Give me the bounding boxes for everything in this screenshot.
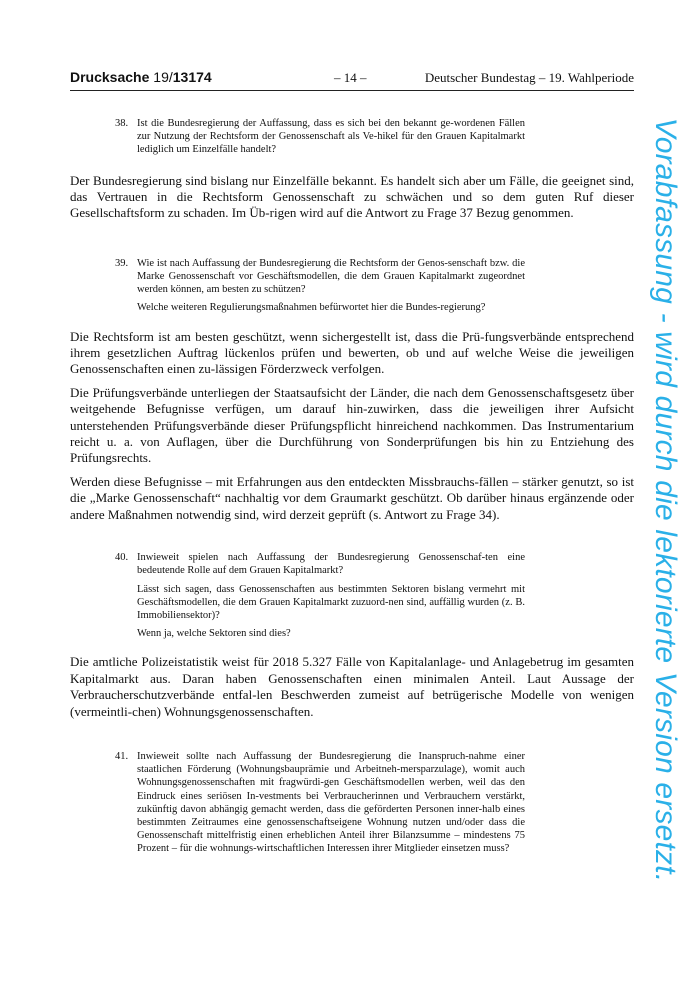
question-text: Wenn ja, welche Sektoren sind dies?: [137, 628, 291, 640]
answer-paragraph: Die Prüfungsverbände unterliegen der Staatsaufsicht der Länder, die nach dem Genossenschaftsgesetz über weitgehende Befugnisse verfügen, um darauf hin-zuwirken, dass die jeweiligen ihrer Aufsicht unterstehenden Prüfungsverbände dieser Prüfungspflicht hinreichend nachkommen. Das Instrumentarium reicht u. a. von Auflagen, über die Durchführung von Sonderprüfungen bis hin zu Entziehung des Prüfungsrechts.: [70, 384, 634, 466]
answer-paragraph: Die Rechtsform ist am besten geschützt, wenn sichergestellt ist, dass die Prü-fungsverbände entsprechend ihrem gesetzlichen Auftrag lückenlos prüfen und bewerten, ob und auf welche Weise die jeweiligen Genossenschaften einen zu-lässigen Förderzweck verfolgen.: [70, 328, 634, 377]
question-text: Welche weiteren Regulierungsmaßnahmen befürwortet hier die Bundes-regierung?: [137, 302, 486, 314]
answer-paragraph: Der Bundesregierung sind bislang nur Einzelfälle bekannt. Es handelt sich aber um Fälle, die geeignet sind, das Vertrauen in die Rechtsform Genossenschaft zu schwächen und so dem guten Ruf dieser Gesellschaftsform zu schaden. Im Üb-rigen wird auf die Antwort zu Frage 37 Bezug genommen.: [70, 172, 634, 221]
question-text: Wie ist nach Auffassung der Bundesregierung die Rechtsform der Genos-senschaft bzw. die Marke Genossenschaft vor Geschäftsmodellen, die dem Grauen Kapitalmarkt zugeordnet werden können, am besten zu schützen?: [137, 257, 525, 296]
question-text: Ist die Bundesregierung der Auffassung, dass es sich bei den bekannt ge-wordenen Fällen zur Nutzung der Rechtsform der Genossenschaft als Ve-hikel für den Grauen Kapitalmarkt lediglich um Einzelfälle handelt?: [137, 118, 525, 156]
page-number: – 14 –: [334, 70, 367, 85]
question-40: [115, 551, 525, 640]
question-number: 38.: [115, 118, 129, 129]
parliament-period: Deutscher Bundestag – 19. Wahlperiode: [424, 70, 634, 85]
document-number: Drucksache 19/13174: [70, 69, 212, 85]
question-41: [115, 750, 525, 856]
question-number: 41.: [115, 750, 129, 762]
question-38: [115, 117, 525, 157]
document-body: [70, 117, 634, 861]
question-number: 39.: [115, 257, 129, 269]
question-number: 40.: [115, 552, 129, 564]
answer-paragraph: Werden diese Befugnisse – mit Erfahrungen aus den entdeckten Missbrauchs-fällen – stärker genutzt, so ist die „Marke Genossenschaft“ nachhaltig vor dem Graumarkt geschützt. Ob darüber hinaus ergänzende oder andere Maßnahmen notwendig sind, wird derzeit geprüft (s. Antwort zu Frage 34).: [70, 473, 634, 522]
page-header: [70, 68, 634, 91]
question-text: Lässt sich sagen, dass Genossenschaften aus bestimmten Sektoren bislang vermehrt mit Geschäftsmodellen, die dem Grauen Kapitalmarkt zuzuord-nen sind, auffällig wurden (z. B. Immobiliensektor)?: [137, 583, 525, 621]
answer-paragraph: Die amtliche Polizeistatistik weist für 2018 5.327 Fälle von Kapitalanlage- und Anlagebetrug im gesamten Kapitalmarkt aus. Daran haben Genossenschaften einen minimalen Anteil. Laut Aussage der Verbraucherschutzverbände entfal-len Beschwerden zumeist auf betrügerische Modelle von wenigen (vermeintli-chen) Wohnungsgenossenschaften.: [70, 654, 634, 719]
draft-watermark: [640, 110, 690, 890]
watermark-text: Vorabfassung - wird durch die lektorierte Version ersetzt.: [649, 117, 682, 883]
question-39: [115, 257, 525, 315]
question-text: Inwieweit spielen nach Auffassung der Bundesregierung Genossenschaf-ten eine bedeutende Rolle auf dem Grauen Kapitalmarkt?: [137, 552, 525, 577]
question-text: Inwieweit sollte nach Auffassung der Bundesregierung die Inanspruch-nahme einer staatlichen Förderung (Wohnungsbauprämie und Arbeitneh-mersparzulage), womit auch Wohnungsgenossenschaften mit fragwürdi-gen Geschäftsmodellen werben, weil das den Eindruck eines seriösen In-vestments bei Verbraucherinnen und Verbrauchern verstärkt, zukünftig davon abhängig gemacht werden, dass die geförderten Personen inner-halb eines bestimmten Zeitraumes eine genossenschaftseigene Wohnung nutzen und/oder dass die Genossenschaft mittelfristig einen erheblichen Anteil ihrer Bilanzsumme – mindestens 75 Prozent – für die wohnungs-wirtschaftlichen Interessen ihrer Mitglieder einsetzen muss?: [137, 750, 525, 855]
